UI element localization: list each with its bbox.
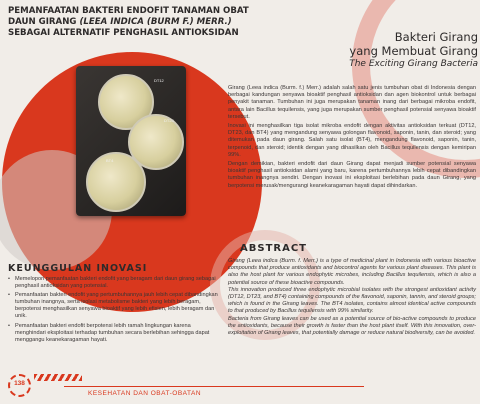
section-title xyxy=(298,30,478,58)
body-text xyxy=(228,85,476,192)
section-title-line-2: yang Membuat Girang xyxy=(349,44,478,58)
title-line-2-italic: (LEEA INDICA (BURM F.) MERR.) xyxy=(79,17,232,27)
body-paragraph-2: Inovasi ini menghasilkan tiga isolat mikroba endofit dengan aktivitas antioksidan terkuat (DT12, DT23, dan BT4) yang mengandung senyawa golongan flavonoid, saponin, tanin, dan steroid; yang ditemukan pada daun girang. Salah satu isolat (BT4), mengandung flavonoid, saponin, tanin, terpenoid, dan steroid; identik dengan yang dihasilkan oleh Bacillus tequilensis dengan kemiripan 99%. xyxy=(228,123,476,158)
advantages-item-2: • Pemanfaatan bakteri endofit yang pertumbuhannya jauh lebih cepat dibandingkan tumbuhan inangnya, serta isolasi metabolisme bakteri yang lebih beragam, berpotensi menghasilkan senyawa bioaktif yang lebih efisien, lebih beragam dan unik. xyxy=(8,292,223,320)
advantages-heading: KEUNGGULAN INOVASI xyxy=(8,263,148,274)
abstract-heading: ABSTRACT xyxy=(240,243,307,254)
advantages-item-3: • Pemanfaatan bakteri endofit berpotensi lebih ramah lingkungan karena menghindari eksploitasi terhadap tumbuhan secara berlebihan sehingga dapat menggangu keanekaragaman hayati. xyxy=(8,323,223,344)
advantages-item-1: • Memelopori pemanfaatan bakteri endofit yang beragam dari daun girang sebagai penghasil antioksidan yang potensial. xyxy=(8,276,223,290)
plate-label-3: BT4 xyxy=(106,158,114,163)
page-title xyxy=(8,6,308,39)
petri-dish-3 xyxy=(86,152,146,212)
title-line-1: PEMANFAATAN BAKTERI ENDOFIT TANAMAN OBAT xyxy=(8,6,249,16)
abstract-paragraph-2: This innovation produced three endophytic microbial isolates with the strongest antioxidant activity (DT12, DT23, and BT4) containing compounds of the flavonoid, saponin, tannin, and steroid groups; which is found in the Girang leaves. The BT4 isolates, contains almost identical active compounds to that produced by Bacillus tequilensis with 99% similarity. xyxy=(228,286,476,315)
footer-category-label: KESEHATAN DAN OBAT-OBATAN xyxy=(88,390,202,397)
abstract-paragraph-1: Girang (Leea indica (Burm. f. Merr.) is a type of medicinal plant in Indonesia with various bioactive compounds that produce antioxidants and biocontrol agents for various plant diseases. This plant is also the host plant for various endophytic microbes, including Bacillus tequilensis, which is also a potential source of these bioactive compounds. xyxy=(228,258,476,286)
body-paragraph-1: Girang (Leea indica (Burm. f.) Merr.) adalah salah satu jenis tumbuhan obat di Indonesia dengan berbagai kandungan senyawa bioaktif penghasil antioksidan dan agen biokontrol untuk berbagai penyakit tanaman. Tumbuhan ini juga merupakan tanaman inang dari berbagai mikroba endofit, antara lain Bacillus tequilensis, yang juga merupakan sumber penghasil potensial senyawa bioaktif tersebut. xyxy=(228,85,476,120)
abstract-text xyxy=(228,258,476,337)
body-paragraph-3: Dengan demikian, bakteri endofit dari daun Girang dapat menjadi sumber potensial senyawa bioaktif penghasil antioksidan alami yang baru, karena pertumbuhannya lebih cepat dibandingkan tumbuhan inangnya sendiri. Dengan inovasi ini eksploitasi berlebihan pada daun Girang, yang berpotensi merusak/mengurangi keanekaragaman hayati dapat dihindarkan. xyxy=(228,161,476,189)
title-line-3: SEBAGAI ALTERNATIF PENGHASIL ANTIOKSIDAN xyxy=(8,28,239,38)
advantages-list xyxy=(8,276,223,346)
petri-dish-photo xyxy=(76,66,186,216)
footer-arrows-decoration xyxy=(34,374,82,381)
footer-divider xyxy=(64,386,364,387)
plate-label-1: DT12 xyxy=(154,78,164,83)
section-title-line-1: Bakteri Girang xyxy=(394,30,478,44)
title-line-2 xyxy=(8,17,308,28)
section-subtitle: The Exciting Girang Bacteria xyxy=(349,59,478,69)
page-number: 138 xyxy=(14,380,25,387)
plate-label-2: DT23 xyxy=(164,118,174,123)
title-line-2-prefix: DAUN GIRANG xyxy=(8,17,80,27)
abstract-paragraph-3: Bacteria from Girang leaves can be used as a potential source of bio-active compounds to produce the antioxidants, because their growth is faster than the host plant itself. With this innovation, over-exploitation of Girang leaves, that potentially damage or reduce natural biodiversity, can be avoided. xyxy=(228,315,476,337)
